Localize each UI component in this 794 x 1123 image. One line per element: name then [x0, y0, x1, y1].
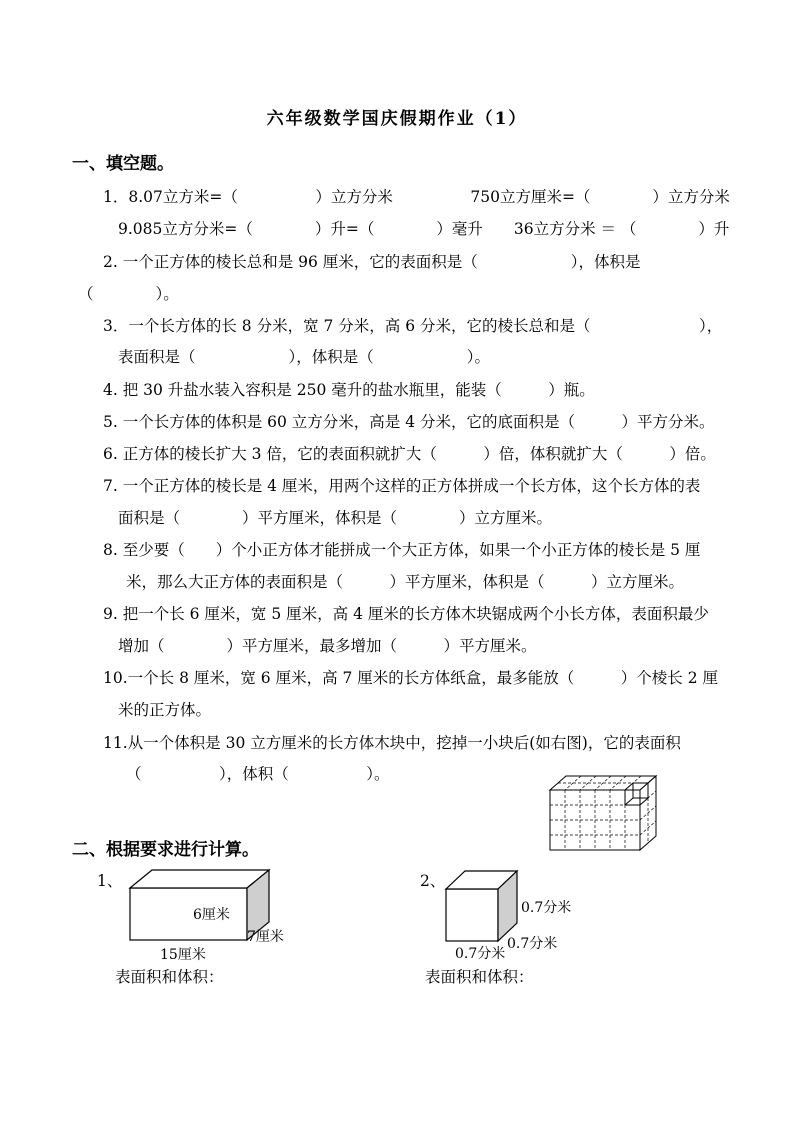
question-7-line-2: 面积是（ ）平方厘米，体积是（ ）立方厘米。 [118, 509, 553, 527]
question-3-line-2: 表面积是（ ），体积是（ ）。 [118, 348, 491, 366]
problem-2-number: 2、 [420, 872, 446, 890]
problem-1-width-label: 7厘米 [247, 929, 284, 945]
question-9-line-2: 增加（ ）平方厘米，最多增加（ ）平方厘米。 [118, 637, 537, 655]
problem-1-length-label: 15厘米 [160, 947, 206, 963]
question-8-line-1: 8. 至少要（ ）个小正方体才能拼成一个大正方体，如果一个小正方体的棱长是 5 厘 [103, 541, 701, 559]
question-8-line-2: 米，那么大正方体的表面积是（ ）平方厘米，体积是（ ）立方厘米。 [126, 573, 685, 591]
problem-2-depth-label: 0.7分米 [507, 936, 558, 952]
section-2-heading: 二、根据要求进行计算。 [72, 840, 259, 860]
problem-1-height-label: 6厘米 [193, 907, 230, 923]
question-6: 6. 正方体的棱长扩大 3 倍，它的表面积就扩大（ ）倍，体积就扩大（ ）倍。 [103, 445, 716, 463]
question-2-line-2: （ ）。 [78, 285, 179, 303]
question-5: 5. 一个长方体的体积是 60 立方分米，高是 4 分米，它的底面积是（ ）平方分米。 [103, 413, 715, 431]
question-7-line-1: 7. 一个正方体的棱长是 4 厘米，用两个这样的正方体拼成一个长方体，这个长方体的表 [103, 477, 701, 495]
question-1-line-1: 1．8.07立方米=（ ）立方分米 750立方厘米=（ ）立方分米 [103, 188, 730, 206]
problem-2-length-label: 0.7分米 [455, 946, 506, 962]
carved-cuboid-figure [545, 773, 660, 853]
problem-2-prompt: 表面积和体积： [425, 968, 534, 986]
question-11-line-2: （ ），体积（ ）。 [126, 765, 390, 783]
question-3-line-1: 3．一个长方体的长 8 分米，宽 7 分米，高 6 分米，它的棱长总和是（ ）， [103, 317, 723, 335]
problem-1-prompt: 表面积和体积： [115, 968, 224, 986]
page-title: 六年级数学国庆假期作业（1） [266, 109, 528, 129]
question-9-line-1: 9. 把一个长 6 厘米，宽 5 厘米，高 4 厘米的长方体木块锯成两个小长方体，表面积最少 [103, 605, 709, 623]
question-2-line-1: 2. 一个正方体的棱长总和是 96 厘米，它的表面积是（ ），体积是 [103, 253, 641, 271]
problem-1-number: 1、 [97, 872, 123, 890]
question-4: 4. 把 30 升盐水装入容积是 250 毫升的盐水瓶里，能装（ ）瓶。 [103, 381, 595, 399]
question-1-line-2: 9.085立方分米=（ ）升=（ ）毫升 36立方分米 ＝ （ ）升 [118, 220, 730, 238]
section-1-heading: 一、填空题。 [72, 154, 174, 174]
question-10-line-1: 10.一个长 8 厘米，宽 6 厘米，高 7 厘米的长方体纸盒，最多能放（ ）个棱长 2 厘 [103, 669, 719, 687]
question-10-line-2: 米的正方体。 [118, 701, 212, 719]
problem-2-height-label: 0.7分米 [521, 900, 572, 916]
question-11-line-1: 11.从一个体积是 30 立方厘米的长方体木块中，挖掉一小块后(如右图)，它的表面积 [103, 734, 681, 752]
